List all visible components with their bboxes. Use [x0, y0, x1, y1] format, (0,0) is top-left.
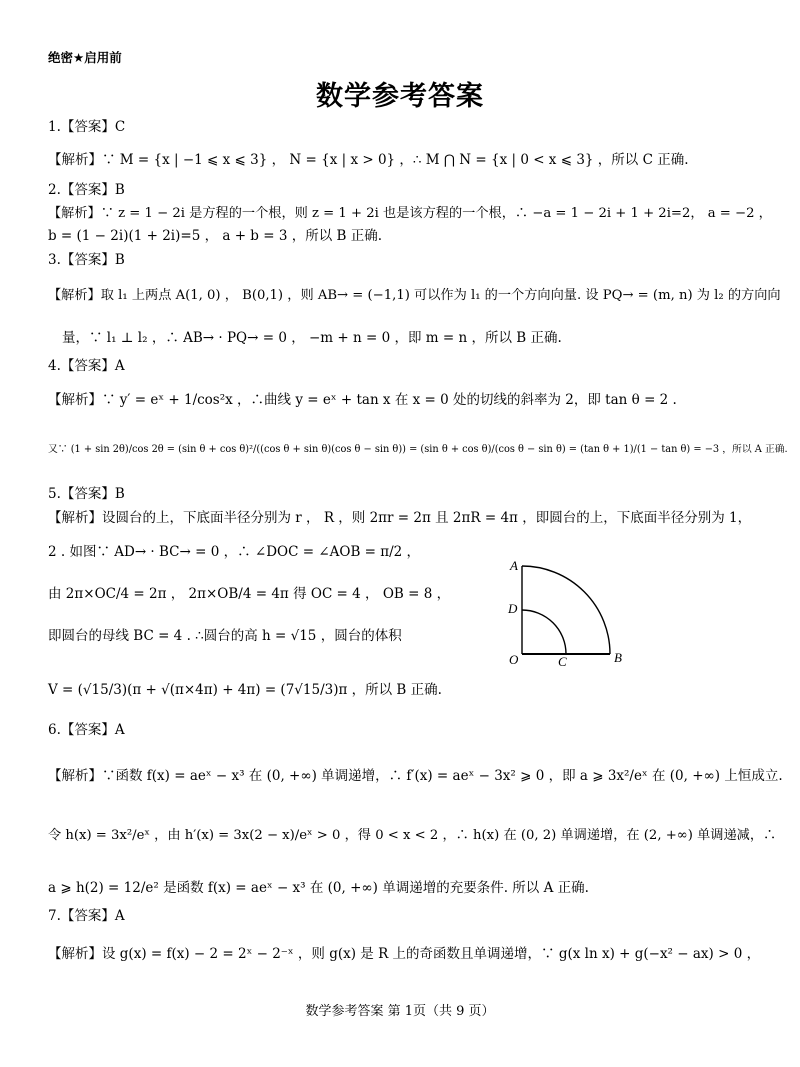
explanation-7-line-1: 【解析】设 g(x) = f(x) − 2 = 2ˣ − 2⁻ˣ ，则 g(x) 是 R 上的奇函数且单调递增，∵ g(x ln x) + g(−x² − ax) > 0 ， [48, 946, 761, 962]
explanation-3-line-1: 【解析】取 l₁ 上两点 A(1, 0) ， B(0,1) ，则 AB→ = (−1,1) 可以作为 l₁ 的一个方向向量. 设 PQ→ = (m, n) 为 l₂ 的方向向 [48, 288, 781, 303]
answer-7-label: 7.【答案】A [48, 908, 125, 924]
explanation-2-line-2: b = (1 − 2i)(1 + 2i)=5 ， a + b = 3 ，所以 B 正确. [48, 228, 383, 244]
label-b: B [614, 650, 622, 665]
answer-2-label: 2.【答案】B [48, 182, 125, 198]
label-c: C [558, 654, 567, 668]
outer-arc [522, 566, 610, 654]
explanation-3-line-2: 量，∵ l₁ ⊥ l₂ ，∴ AB→ · PQ→ = 0 ， −m + n = 0 ，即 m = n ，所以 B 正确. [62, 330, 562, 346]
explanation-6-line-1: 【解析】∵函数 f(x) = aeˣ − x³ 在 (0, +∞) 单调递增，∴ f′(x) = aeˣ − 3x² ⩾ 0 ，即 a ⩾ 3x²/eˣ 在 (0, +∞) 上恒成立. [48, 768, 783, 784]
explanation-4-line-1: 【解析】∵ y′ = eˣ + 1/cos²x ，∴曲线 y = eˣ + tan x 在 x = 0 处的切线的斜率为 2，即 tan θ = 2 . [48, 392, 677, 408]
label-d: D [508, 601, 518, 616]
page-footer: 数学参考答案 第 1页（共 9 页） [305, 1004, 495, 1019]
explanation-5-line-4: 即圆台的母线 BC = 4 . ∴圆台的高 h = √15 ，圆台的体积 [48, 628, 402, 644]
answer-6-label: 6.【答案】A [48, 722, 125, 738]
frustum-diagram [500, 556, 640, 668]
label-o: O [509, 652, 519, 667]
explanation-6-line-2: 令 h(x) = 3x²/eˣ ，由 h′(x) = 3x(2 − x)/eˣ > 0 ，得 0 < x < 2 ，∴ h(x) 在 (0, 2) 单调递增，在 (2, +∞) 单调递减，∴ [48, 828, 777, 843]
answer-3-label: 3.【答案】B [48, 252, 125, 268]
explanation-4-line-2: 又∵ (1 + sin 2θ)/cos 2θ = (sin θ + cos θ)²/((cos θ + sin θ)(cos θ − sin θ)) = (sin θ + cos θ)/(cos θ − sin θ) = (tan θ + 1)/(1 − tan θ) = −3 ，所以 A 正确. [48, 444, 788, 455]
explanation-5-line-2: 2 . 如图∵ AD→ · BC→ = 0 ，∴ ∠DOC = ∠AOB = π/2 ， [48, 544, 421, 560]
explanation-1: 【解析】∵ M = {x | −1 ⩽ x ⩽ 3} ， N = {x | x > 0} ，∴ M ⋂ N = {x | 0 < x ⩽ 3} ，所以 C 正确. [48, 152, 689, 168]
answer-1-label: 1.【答案】C [48, 119, 126, 135]
answer-4-label: 4.【答案】A [48, 358, 125, 374]
explanation-5-line-1: 【解析】设圆台的上，下底面半径分别为 r ， R ，则 2πr = 2π 且 2πR = 4π ，即圆台的上，下底面半径分别为 1， [48, 510, 752, 526]
page-title: 数学参考答案 [316, 81, 484, 112]
inner-arc [522, 610, 566, 654]
label-a: A [510, 558, 518, 573]
explanation-5-line-3: 由 2π×OC/4 = 2π ， 2π×OB/4 = 4π 得 OC = 4 ， OB = 8 ， [48, 586, 451, 602]
secret-mark: 绝密★启用前 [48, 50, 122, 65]
explanation-2-line-1: 【解析】∵ z = 1 − 2i 是方程的一个根，则 z = 1 + 2i 也是该方程的一个根，∴ −a = 1 − 2i + 1 + 2i=2， a = −2 ， [48, 206, 772, 221]
explanation-6-line-3: a ⩾ h(2) = 12/e² 是函数 f(x) = aeˣ − x³ 在 (0, +∞) 单调递增的充要条件. 所以 A 正确. [48, 880, 589, 896]
answer-5-label: 5.【答案】B [48, 486, 125, 502]
explanation-5-line-5: V = (√15/3)(π + √(π×4π) + 4π) = (7√15/3)π ，所以 B 正确. [48, 682, 442, 698]
